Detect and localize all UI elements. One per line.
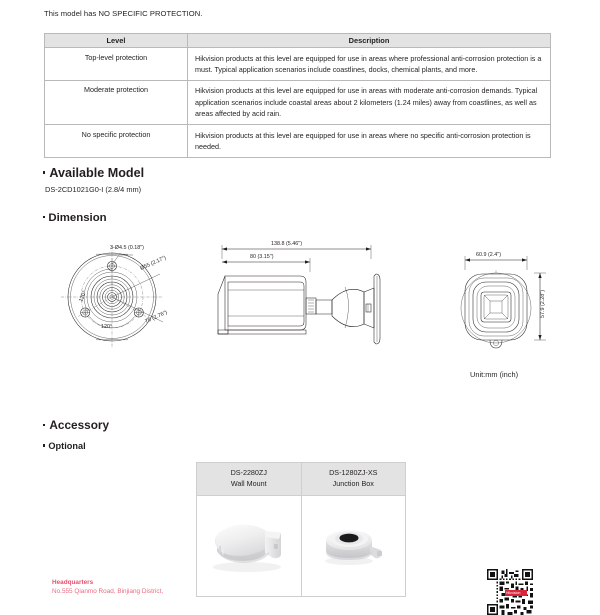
dimension-drawings-svg — [0, 230, 600, 380]
side-total-length-label: 138.8 (5.46") — [271, 241, 302, 247]
unit-note: Unit:mm (inch) — [470, 370, 519, 379]
section-heading-dimension — [43, 212, 107, 224]
side-body-length-label: 80 (3.15") — [250, 254, 274, 260]
base-angle-label-1: 120° — [78, 290, 89, 303]
accessory-header-junction-box — [301, 463, 406, 496]
table-header-row — [45, 34, 551, 48]
cell-level: Moderate protection — [45, 80, 188, 124]
heading-text: Available Model — [49, 166, 145, 180]
heading-text: Accessory — [49, 418, 110, 432]
drawing-base-view — [61, 245, 168, 348]
column-header-level: Level — [45, 34, 188, 48]
bullet-square-icon — [43, 444, 45, 446]
drawing-side-view — [218, 241, 380, 344]
column-header-description: Description — [188, 34, 551, 48]
front-width-label: 60.9 (2.4") — [476, 252, 501, 258]
accessory-image-cell-wall-mount — [197, 496, 302, 597]
accessory-header-wall-mount — [197, 463, 302, 496]
accessory-image-row — [197, 496, 406, 597]
accessory-header-row — [197, 463, 406, 496]
base-hole-label: 3-Ø4.5 (0.18") — [110, 245, 144, 251]
subheading-optional — [43, 441, 86, 451]
model-number: DS-2CD1021G0-I (2.8/4 mm) — [45, 185, 142, 194]
cell-level: No specific protection — [45, 125, 188, 158]
cell-description: Hikvision products at this level are equipped for use in areas with moderate anti-corrosion demands. Typical application scenarios include coastal areas about 2 kilometers (1.24 miles) away from coastlines, as well as areas affected by acid rain. — [188, 80, 551, 124]
wall-mount-image — [201, 511, 297, 581]
junction-box-image — [315, 514, 391, 578]
bullet-square-icon — [43, 424, 45, 426]
accessory-model: DS-1280ZJ-XS — [329, 468, 378, 477]
accessory-model: DS-2280ZJ — [230, 468, 267, 477]
bullet-square-icon — [43, 216, 45, 218]
accessory-name: Junction Box — [332, 478, 374, 488]
base-outer-label: 70 (2.76") — [144, 309, 169, 325]
section-heading-available-model — [43, 166, 144, 180]
cell-description: Hikvision products at this level are equipped for use in areas where professional anti-corrosion protection is a must. Typical application scenarios include coastlines, docks, chemical plants, and more. — [188, 48, 551, 81]
drawing-front-view — [461, 252, 546, 348]
heading-text: Dimension — [48, 212, 107, 224]
intro-text: This model has NO SPECIFIC PROTECTION. — [44, 9, 203, 18]
protection-level-table — [44, 33, 551, 158]
footer-address: No.555 Qianmo Road, Binjiang District, — [52, 588, 164, 596]
accessory-name: Wall Mount — [230, 478, 267, 488]
footer-title: Headquarters — [52, 579, 94, 586]
subheading-text: Optional — [48, 441, 86, 451]
table-row — [45, 48, 551, 81]
dimension-drawings — [0, 230, 600, 380]
bullet-square-icon — [43, 171, 45, 173]
accessory-image-cell-junction-box — [301, 496, 406, 597]
table-row — [45, 125, 551, 158]
cell-description: Hikvision products at this level are equipped for use in areas where no specific anti-corrosion protection is needed. — [188, 125, 551, 158]
base-angle-label-2: 120° — [101, 324, 113, 330]
section-heading-accessory — [43, 418, 109, 432]
accessory-table — [196, 462, 406, 597]
footer-headquarters — [52, 578, 163, 597]
base-circle-label: Ø55 (2.17") — [139, 255, 168, 272]
cell-level: Top-level protection — [45, 48, 188, 81]
qr-badge-text: Hikvision — [506, 590, 521, 595]
table-row — [45, 80, 551, 124]
front-height-label: 57.9 (2.28") — [540, 290, 546, 318]
